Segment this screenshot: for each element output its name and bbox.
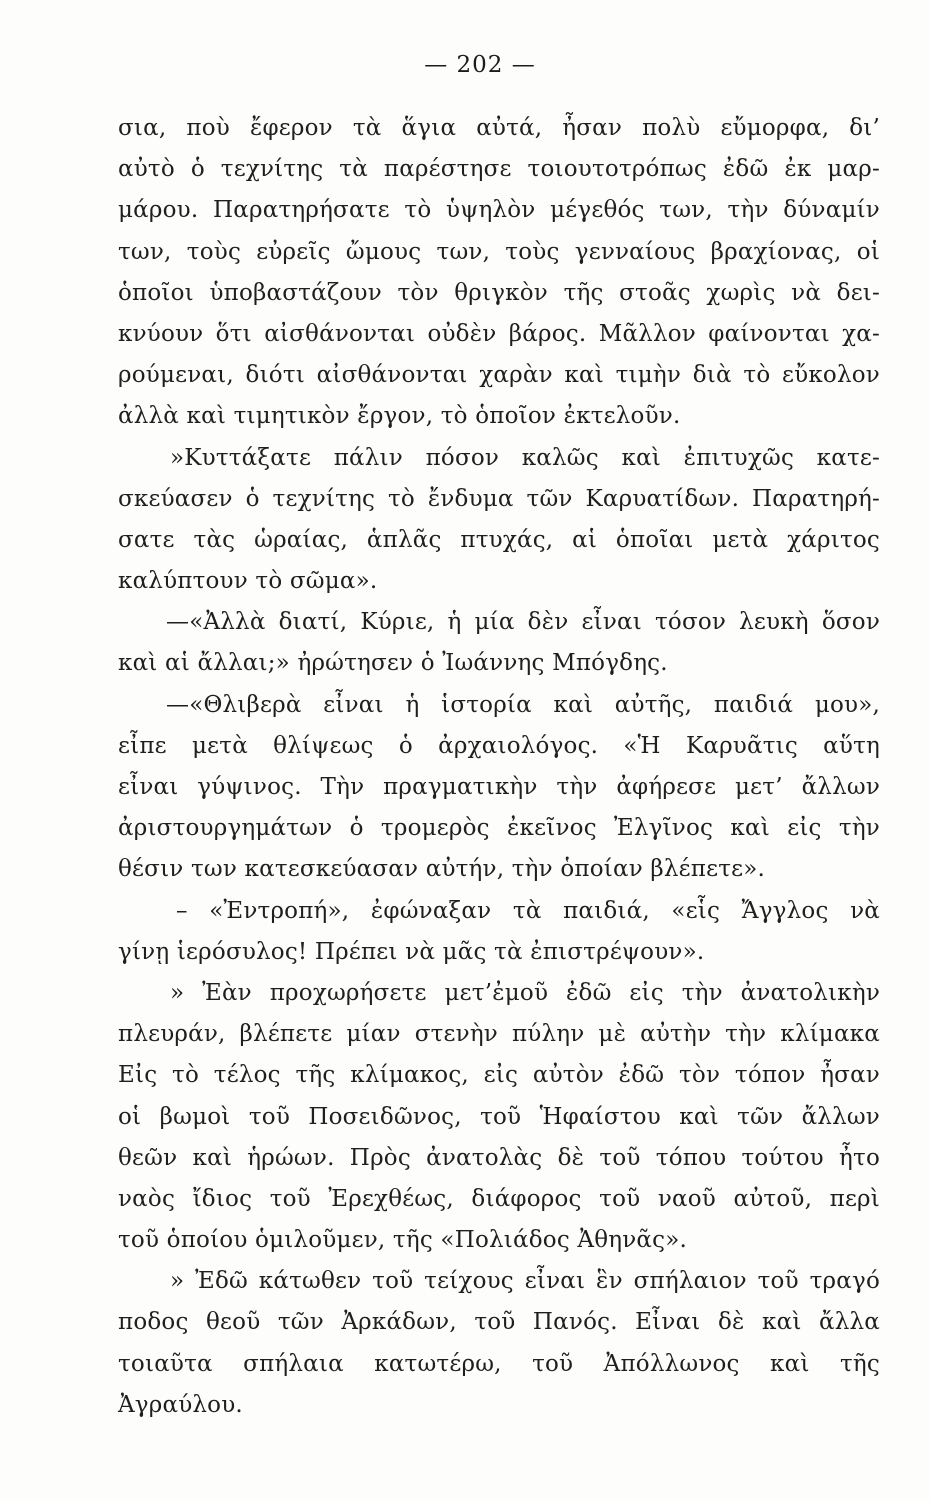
text-line: οἱ βωμοὶ τοῦ Ποσειδῶνος, τοῦ Ἡφαίστου καὶ τῶν ἄλλων [118,1103,880,1130]
text-line: σια, ποὺ ἔφερον τὰ ἅγια αὐτά, ἦσαν πολὺ εὔμορφα, δι’ [118,115,880,141]
text-line: κνύουν ὅτι αἰσθάνονται οὐδὲν βάρος. Μᾶλλον φαίνονται χα- [118,320,880,347]
text-line: ἀριστουργημάτων ὁ τρομερὸς ἐκεῖνος Ἐλγῖνος καὶ εἰς τὴν [118,815,880,842]
text-line: ναὸς ἴδιος τοῦ Ἐρεχθέως, διάφορος τοῦ ναοῦ αὐτοῦ, περὶ [118,1185,880,1212]
text-line: ὁποῖοι ὑποβαστάζουν τὸν θριγκὸν τῆς στοᾶς χωρὶς νὰ δει- [118,279,880,306]
text-line: Εἰς τὸ τέλος τῆς κλίμακος, εἰς αὐτὸν ἐδῶ τὸν τόπον ἦσαν [118,1062,880,1089]
text-line: —«Θλιβερὰ εἶναι ἡ ἱστορία καὶ αὐτῆς, παιδιά μου», [166,691,880,718]
page-number: — 202 — [424,52,536,78]
text-line: καλύπτουν τὸ σῶμα». [118,568,378,595]
text-line: μάρου. Παρατηρήσατε τὸ ὑψηλὸν μέγεθός των, τὴν δύναμίν [118,197,880,224]
text-line: ποδος θεοῦ τῶν Ἀρκάδων, τοῦ Πανός. Εἶναι δὲ καὶ ἄλλα [118,1309,880,1336]
text-line: τοιαῦτα σπήλαια κατωτέρω, τοῦ Ἀπόλλωνος καὶ τῆς [118,1350,880,1377]
text-line: αὐτὸ ὁ τεχνίτης τὰ παρέστησε τοιουτοτρόπως ἐδῶ ἐκ μαρ- [118,156,880,183]
text-line: —«Ἀλλὰ διατί, Κύριε, ἡ μία δὲν εἶναι τόσον λευκὴ ὅσον [166,609,880,636]
text-line: σατε τὰς ὡραίας, ἁπλᾶς πτυχάς, αἱ ὁποῖαι μετὰ χάριτος [118,526,880,553]
text-line: θέσιν των κατεσκεύασαν αὐτήν, τὴν ὁποίαν βλέπετε». [118,856,766,883]
text-line: γίνῃ ἱερόσυλος! Πρέπει νὰ μᾶς τὰ ἐπιστρέψουν». [118,938,705,965]
text-line: σκεύασεν ὁ τεχνίτης τὸ ἔνδυμα τῶν Καρυατίδων. Παρατηρή- [118,485,880,512]
body-text [118,108,880,1426]
text-line: πλευράν, βλέπετε μίαν στενὴν πύλην μὲ αὐτὴν τὴν κλίμακα [118,1021,880,1048]
text-line: »Κυττάξατε πάλιν πόσον καλῶς καὶ ἐπιτυχῶς κατε- [170,444,880,471]
text-line: εἶπε μετὰ θλίψεως ὁ ἀρχαιολόγος. «Ἡ Καρυᾶτις αὕτη [118,732,880,759]
text-line: ἀλλὰ καὶ τιμητικὸν ἔργον, τὸ ὁποῖον ἐκτελοῦν. [118,403,681,430]
text-line: » Ἐὰν προχωρήσετε μετ’ἐμοῦ ἐδῶ εἰς τὴν ἀνατολικὴν [170,979,880,1006]
text-line: – «Ἐντροπή», ἐφώναξαν τὰ παιδιά, «εἷς Ἄγγλος νὰ [176,897,880,924]
text-line: Ἀγραύλου. [118,1391,243,1418]
text-line: ρούμεναι, διότι αἰσθάνονται χαρὰν καὶ τιμὴν διὰ τὸ εὔκολον [118,362,880,389]
text-line: τοῦ ὁποίου ὁμιλοῦμεν, τῆς «Πολιάδος Ἀθηνᾶς». [118,1227,688,1254]
text-line: των, τοὺς εὐρεῖς ὤμους των, τοὺς γενναίους βραχίονας, οἱ [118,238,880,265]
text-line: εἶναι γύψινος. Τὴν πραγματικὴν τὴν ἀφήρεσε μετ’ ἄλλων [118,774,880,800]
text-line: καὶ αἱ ἄλλαι;» ἠρώτησεν ὁ Ἰωάννης Μπόγδης. [118,650,668,677]
text-line: θεῶν καὶ ἡρώων. Πρὸς ἀνατολὰς δὲ τοῦ τόπου τούτου ἦτο [118,1144,880,1171]
text-line: » Ἐδῶ κάτωθεν τοῦ τείχους εἶναι ἓν σπήλαιον τοῦ τραγό [170,1268,880,1295]
